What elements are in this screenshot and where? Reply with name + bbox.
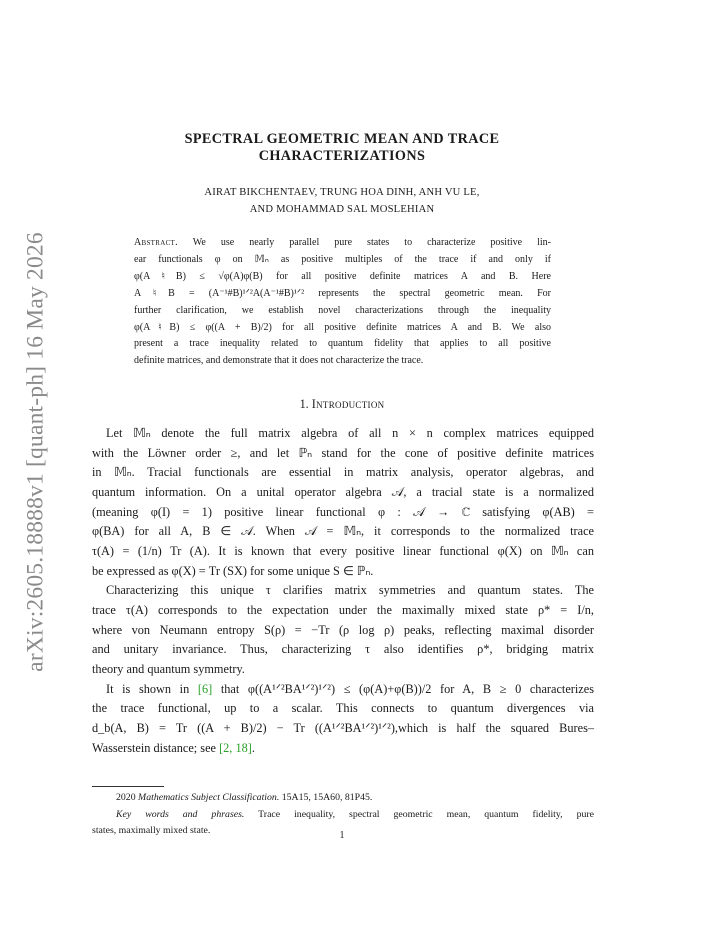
arxiv-identifier: arXiv:2605.18888v1 [quant-ph] 16 May 2026 <box>22 232 49 672</box>
abstract-line: ear functionals φ on 𝕄ₙ as positive multiples of the trace if and only if <box>134 253 551 265</box>
body-line: where von Neumann entropy S(ρ) = −Tr (ρ log ρ) peaks, reflecting maximal disorder <box>92 622 594 637</box>
title-line-1: SPECTRAL GEOMETRIC MEAN AND TRACE <box>184 131 500 147</box>
author-list <box>92 184 592 218</box>
section-heading <box>92 397 592 412</box>
abstract-line: φ(A♮B) ≤ φ((A + B)/2) for all positive definite matrices A and B. We also <box>134 321 551 333</box>
abstract-text: We use nearly parallel pure states to characterize positive lin- <box>192 237 551 248</box>
keywords-continuation: states, maximally mixed state. <box>92 825 211 836</box>
abstract-line: φ(A♮B) ≤ √φ(A)φ(B) for all positive definite matrices A and B. Here <box>134 270 551 282</box>
title-line-2: CHARACTERIZATIONS <box>258 148 426 164</box>
keywords-text: Trace inequality, spectral geometric mean, quantum fidelity, pure <box>244 808 594 820</box>
msc-footnote <box>92 790 594 807</box>
body-line: Characterizing this unique τ clarifies matrix symmetries and quantum states. The <box>106 583 594 598</box>
authors-line-1: AIRAT BIKCHENTAEV, TRUNG HOA DINH, ANH VU LE, <box>204 187 480 198</box>
body-line <box>92 680 594 700</box>
body-line: theory and quantum symmetry. <box>92 661 245 676</box>
body-line: the trace functional, up to a scalar. This connects to quantum divergences via <box>92 701 594 716</box>
body-text-fragment: that φ((A¹ᐟ²BA¹ᐟ²)¹ᐟ²) ≤ (φ(A)+φ(B))/2 for A, B ≥ 0 characterizes <box>212 681 594 696</box>
abstract-line: present a trace inequality related to quantum fidelity that applies to all positive <box>134 338 551 350</box>
body-line: Let 𝕄ₙ denote the full matrix algebra of all n × n complex matrices equipped <box>106 426 594 440</box>
introduction-body <box>92 424 594 758</box>
abstract-heading: Abstract. <box>134 237 178 248</box>
body-line: in 𝕄ₙ. Tracial functionals are essential in matrix analysis, operator algebras, and <box>92 465 594 480</box>
msc-codes: 15A15, 15A60, 81P45. <box>279 792 373 803</box>
body-text-fragment: It is shown in <box>106 681 198 696</box>
keywords-footnote <box>92 807 594 824</box>
msc-year: 2020 <box>116 792 139 803</box>
section-number: 1. <box>299 397 309 411</box>
footnote-rule <box>92 786 164 787</box>
paper-title <box>92 131 592 165</box>
body-text-fragment: . <box>251 740 255 755</box>
body-line <box>92 739 594 759</box>
authors-line-2: AND MOHAMMAD SAL MOSLEHIAN <box>249 204 435 215</box>
abstract <box>134 235 551 370</box>
body-line: quantum information. On a unital operator algebra 𝒜, a tracial state is a normalized <box>92 484 594 499</box>
section-title: Introduction <box>311 397 385 411</box>
body-line: τ(A) = (1/n) Tr (A). It is known that every positive linear functional φ(X) on 𝕄ₙ can <box>92 543 594 558</box>
arxiv-stamp <box>14 232 58 672</box>
msc-label: Mathematics Subject Classification. <box>138 792 280 803</box>
citation-link[interactable]: [2, 18] <box>219 740 252 755</box>
abstract-line: further clarification, we establish novel characterizations through the inequality <box>134 304 551 316</box>
keywords-label: Key words and phrases. <box>116 808 245 820</box>
body-line: with the Löwner order ≥, and let ℙₙ stand for the cone of positive definite matrices <box>92 445 594 460</box>
body-line: trace τ(A) corresponds to the expectation under the maximally mixed state ρ* = I/n, <box>92 602 594 617</box>
body-text-fragment: Wasserstein distance; see <box>92 740 220 755</box>
abstract-line: definite matrices, and demonstrate that it does not characterize the trace. <box>134 355 424 367</box>
body-line: be expressed as φ(X) = Tr (SX) for some unique S ∈ ℙₙ. <box>92 563 374 578</box>
abstract-line: A♮B = (A⁻¹#B)¹ᐟ²A(A⁻¹#B)¹ᐟ² represents the spectral geometric mean. For <box>134 287 551 299</box>
abstract-line <box>134 235 551 252</box>
body-line: (meaning φ(I) = 1) positive linear functional φ : 𝒜 → ℂ satisfying φ(AB) = <box>92 504 594 519</box>
body-line: φ(BA) for all A, B ∈ 𝒜. When 𝒜 = 𝕄ₙ, it corresponds to the normalized trace <box>92 524 594 539</box>
page-number: 1 <box>339 830 345 841</box>
body-line: d_b(A, B) = Tr ((A + B)/2) − Tr ((A¹ᐟ²BA¹ᐟ²)¹ᐟ²),which is half the squared Bures– <box>92 720 594 735</box>
body-line: and unitary invariance. Thus, characterizing τ also identifies ρ*, bridging matrix <box>92 642 594 657</box>
citation-link[interactable]: [6] <box>197 681 213 696</box>
